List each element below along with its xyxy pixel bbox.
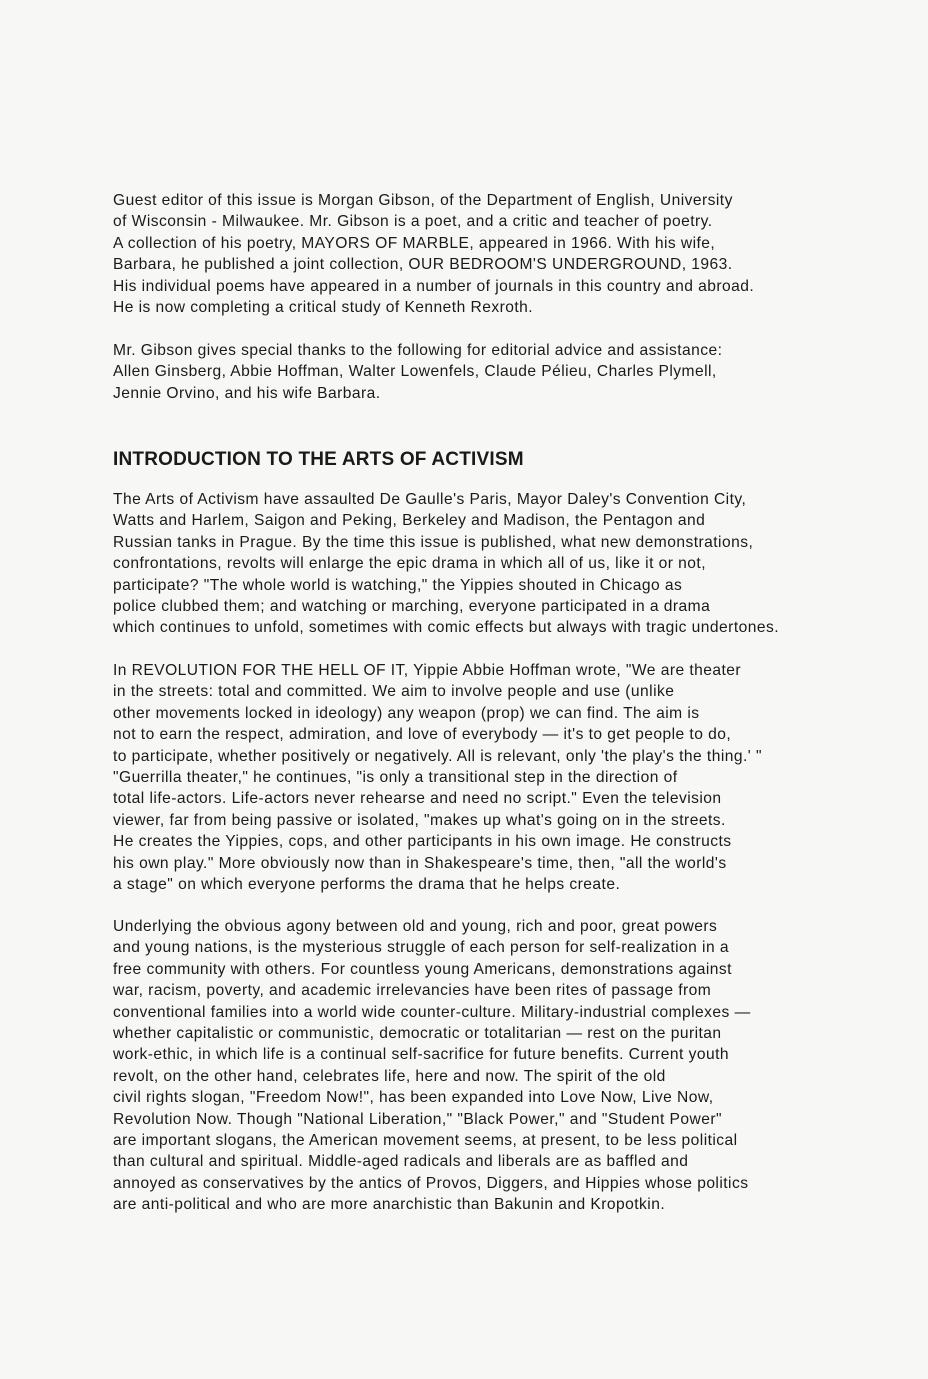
text-line: and young nations, is the mysterious struggle of each person for self-realization in a — [113, 939, 729, 957]
text-line: to participate, whether positively or negatively. All is relevant, only 'the play's the thing.' " — [113, 747, 762, 765]
text-line: He creates the Yippies, cops, and other participants in his own image. He constructs — [113, 833, 732, 851]
text-line: than cultural and spiritual. Middle-aged radicals and liberals are as baffled and — [113, 1153, 689, 1171]
text-line: Underlying the obvious agony between old and young, rich and poor, great powers — [113, 918, 718, 935]
text-line: Mr. Gibson gives special thanks to the following for editorial advice and assistance: — [113, 342, 723, 359]
text-line: in the streets: total and committed. We aim to involve people and use (unlike — [113, 683, 675, 701]
text-line: Allen Ginsberg, Abbie Hoffman, Walter Lowenfels, Claude Pélieu, Charles Plymell, — [113, 363, 717, 381]
body-paragraph — [113, 489, 903, 639]
text-line: of Wisconsin - Milwaukee. Mr. Gibson is a poet, and a critic and teacher of poetry. — [113, 213, 713, 231]
body-paragraph — [113, 916, 903, 1216]
text-line: not to earn the respect, admiration, and love of everybody — it's to get people to do, — [113, 726, 732, 744]
text-line: His individual poems have appeared in a number of journals in this country and abroad. — [113, 277, 755, 295]
text-line: whether capitalistic or communistic, democratic or totalitarian — rest on the puritan — [113, 1025, 722, 1043]
text-line: Barbara, he published a joint collection, OUR BEDROOM'S UNDERGROUND, 1963. — [113, 256, 733, 274]
text-line: conventional families into a world wide counter-culture. Military-industrial complexes — — [113, 1003, 751, 1021]
text-line: Russian tanks in Prague. By the time this issue is published, what new demonstrations, — [113, 533, 754, 551]
text-line: a stage" on which everyone performs the drama that he helps create. — [113, 876, 621, 894]
text-line: The Arts of Activism have assaulted De Gaulle's Paris, Mayor Daley's Convention City, — [113, 491, 747, 508]
section-heading: INTRODUCTION TO THE ARTS OF ACTIVISM — [113, 449, 524, 470]
text-line: Jennie Orvino, and his wife Barbara. — [113, 384, 381, 402]
text-line: viewer, far from being passive or isolated, "makes up what's going on in the streets. — [113, 811, 726, 829]
text-line: are anti-political and who are more anarchistic than Bakunin and Kropotkin. — [113, 1196, 666, 1214]
text-line: In REVOLUTION FOR THE HELL OF IT, Yippie Abbie Hoffman wrote, "We are theater — [113, 662, 742, 679]
text-line: his own play." More obviously now than in Shakespeare's time, then, "all the world's — [113, 854, 727, 872]
text-line: total life-actors. Life-actors never rehearse and need no script." Even the television — [113, 790, 722, 808]
text-line: civil rights slogan, "Freedom Now!", has been expanded into Love Now, Live Now, — [113, 1089, 714, 1107]
text-line: police clubbed them; and watching or marching, everyone participated in a drama — [113, 598, 711, 616]
text-line: other movements locked in ideology) any weapon (prop) we can find. The aim is — [113, 704, 700, 722]
text-line: A collection of his poetry, MAYORS OF MARBLE, appeared in 1966. With his wife, — [113, 234, 716, 252]
text-line: work-ethic, in which life is a continual self-sacrifice for future benefits. Current youth — [113, 1046, 729, 1064]
text-line: He is now completing a critical study of Kenneth Rexroth. — [113, 299, 534, 317]
text-line: Revolution Now. Though "National Liberation," "Black Power," and "Student Power" — [113, 1110, 722, 1128]
text-line: confrontations, revolts will enlarge the epic drama in which all of us, like it or not, — [113, 555, 706, 573]
body-paragraph — [113, 660, 903, 895]
acknowledgements-paragraph — [113, 340, 903, 404]
text-line: Watts and Harlem, Saigon and Peking, Berkeley and Madison, the Pentagon and — [113, 512, 706, 530]
text-line: "Guerrilla theater," he continues, "is only a transitional step in the direction of — [113, 769, 678, 787]
text-line: annoyed as conservatives by the antics of Provos, Diggers, and Hippies whose politics — [113, 1174, 749, 1192]
text-line: free community with others. For countless young Americans, demonstrations against — [113, 960, 732, 978]
text-line: Guest editor of this issue is Morgan Gibson, of the Department of English, University — [113, 192, 733, 209]
text-line: revolt, on the other hand, celebrates life, here and now. The spirit of the old — [113, 1067, 666, 1085]
text-line: which continues to unfold, sometimes with comic effects but always with tragic undertones. — [113, 619, 779, 637]
text-line: are important slogans, the American movement seems, at present, to be less political — [113, 1132, 738, 1150]
editor-bio-paragraph — [113, 190, 903, 318]
text-line: participate? "The whole world is watching," the Yippies shouted in Chicago as — [113, 576, 683, 594]
text-line: war, racism, poverty, and academic irrelevancies have been rites of passage from — [113, 982, 712, 1000]
